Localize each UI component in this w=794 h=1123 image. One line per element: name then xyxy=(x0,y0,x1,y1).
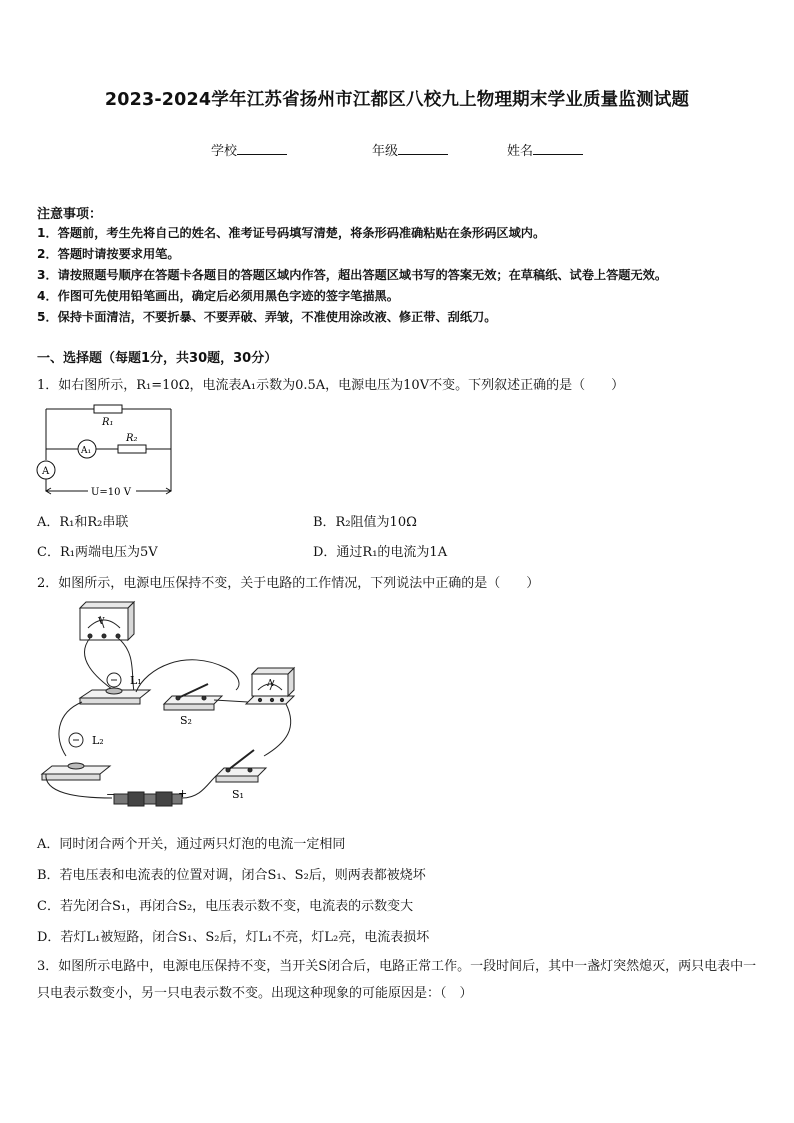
q1-option-a[interactable]: A．R₁和R₂串联 xyxy=(37,515,129,530)
battery-icon xyxy=(114,792,182,806)
notice-item: 1．答题前，考生先将自己的姓名、准考证号码填写清楚，将条形码准确粘贴在条形码区域内。 xyxy=(37,226,546,240)
l2-label: L₂ xyxy=(92,734,104,747)
battery-minus-label: − xyxy=(106,788,116,801)
r1-label: R₁ xyxy=(102,417,114,428)
notice-item: 3．请按照题号顺序在答题卡各题目的答题区域内作答，超出答题区域书写的答案无效；在草稿纸、试卷上答题无效。 xyxy=(37,268,668,282)
question-3-stem: 3．如图所示电路中，电源电压保持不变，当开关S闭合后，电路正常工作。一段时间后，其中一盏灯突然熄灭，两只电表中一只电表示数变小，另一只电表示数不变。出现这种现象的可能原因是：（ ） xyxy=(37,959,757,1001)
name-label: 姓名 xyxy=(507,144,534,159)
voltage-label: U=10 V xyxy=(91,487,131,498)
q2-option-b[interactable]: B．若电压表和电流表的位置对调，闭合S₁、S₂后，则两表都被烧坏 xyxy=(37,868,426,883)
voltmeter-label: V xyxy=(98,617,105,627)
question-2-stem: 2．如图所示，电源电压保持不变，关于电路的工作情况，下列说法中正确的是（ ） xyxy=(37,576,540,591)
ammeter-label: A xyxy=(267,679,274,689)
battery-plus-label: + xyxy=(178,787,188,800)
q1-option-c[interactable]: C．R₁两端电压为5V xyxy=(37,545,158,560)
r2-label: R₂ xyxy=(126,433,138,444)
q1-option-b[interactable]: B．R₂阻值为10Ω xyxy=(313,515,417,530)
page-title: 2023-2024学年江苏省扬州市江都区八校九上物理期末学业质量监测试题 xyxy=(104,90,690,110)
voltmeter-icon xyxy=(80,602,134,640)
notice-item: 5．保持卡面清洁，不要折暴、不要弄破、弄皱，不准使用涂改液、修正带、刮纸刀。 xyxy=(37,310,497,324)
q2-option-a[interactable]: A．同时闭合两个开关，通过两只灯泡的电流一定相同 xyxy=(37,837,346,852)
school-blank[interactable] xyxy=(237,142,287,155)
q1-circuit-diagram xyxy=(36,400,186,500)
name-blank[interactable] xyxy=(533,142,583,155)
a1-label: A₁ xyxy=(81,446,92,456)
r2-resistor-icon xyxy=(118,445,146,453)
s2-label: S₂ xyxy=(180,714,192,727)
switch-s2-icon xyxy=(164,684,222,710)
school-field xyxy=(211,140,287,159)
r1-resistor-icon xyxy=(94,405,122,413)
q2-option-d[interactable]: D．若灯L₁被短路，闭合S₁、S₂后，灯L₁不亮，灯L₂亮，电流表损坏 xyxy=(37,930,430,945)
a-label: A xyxy=(42,466,50,477)
grade-label: 年级 xyxy=(372,144,399,159)
notice-item: 2．答题时请按要求用笔。 xyxy=(37,247,180,261)
switch-s1-icon xyxy=(216,750,266,782)
l1-label: L₁ xyxy=(130,674,142,687)
s1-label: S₁ xyxy=(232,788,244,801)
notice-title: 注意事项： xyxy=(37,207,103,222)
grade-field xyxy=(372,140,448,159)
question-1-stem: 1．如右图所示，R₁=10Ω，电流表A₁示数为0.5A，电源电压为10V不变。下列叙述正确的是（ ） xyxy=(37,378,625,393)
notice-item: 4．作图可先使用铅笔画出，确定后必须用黑色字迹的签字笔描黑。 xyxy=(37,289,399,303)
school-label: 学校 xyxy=(211,144,238,159)
name-field xyxy=(507,140,583,159)
q2-option-c[interactable]: C．若先闭合S₁，再闭合S₂，电压表示数不变，电流表的示数变大 xyxy=(37,899,414,914)
section-heading: 一、选择题（每题1分，共30题，30分） xyxy=(37,351,278,366)
grade-blank[interactable] xyxy=(398,142,448,155)
q1-option-d[interactable]: D．通过R₁的电流为1A xyxy=(313,545,448,560)
q2-circuit-picture xyxy=(36,598,306,808)
